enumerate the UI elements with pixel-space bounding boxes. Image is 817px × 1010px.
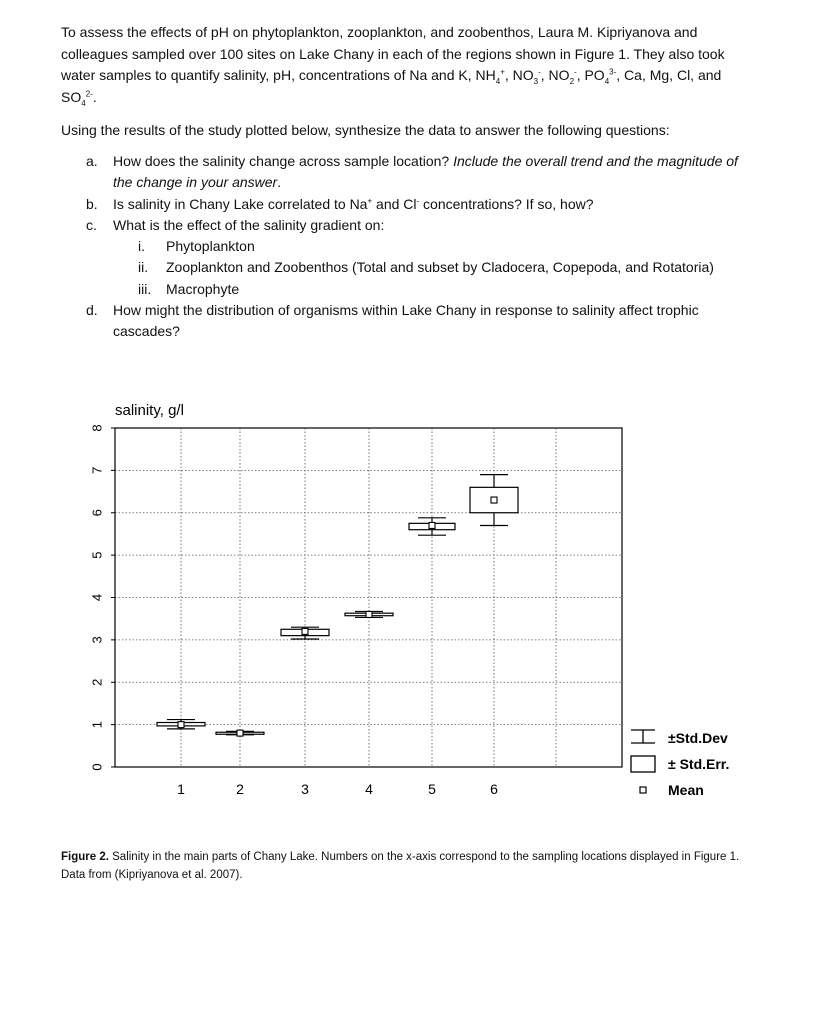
y-axis-label: salinity, g/l	[115, 402, 184, 419]
salinity-chart	[0, 385, 817, 815]
question-c-ii	[86, 257, 751, 278]
x-tick-5: 5	[428, 781, 436, 797]
question-c-iii	[86, 279, 751, 300]
nh4-subscript: 4	[495, 76, 501, 86]
caption-label: Figure 2.	[61, 851, 109, 863]
mean-marker-1	[178, 722, 184, 728]
legend-sd-label: ±Std.Dev	[668, 730, 728, 746]
question-d	[86, 300, 751, 343]
mean-marker-3	[302, 628, 308, 634]
question-c-iii-label: iii.	[138, 280, 152, 297]
question-b-label: b.	[86, 195, 98, 212]
question-c-i-label: i.	[138, 238, 145, 255]
box-2	[216, 730, 264, 736]
no2-superscript: -	[574, 67, 577, 77]
chart-grid	[115, 428, 622, 767]
legend-mean-marker	[640, 787, 646, 793]
mean-marker-2	[237, 730, 243, 736]
legend-mean-label: Mean	[668, 782, 704, 798]
no2-subscript: 2	[569, 76, 575, 86]
so4-superscript: 2-	[85, 88, 93, 98]
question-c-i	[86, 236, 751, 257]
no3-text: , NO	[504, 67, 534, 83]
y-tick-0: 0	[89, 763, 105, 771]
mean-marker-4	[366, 611, 372, 617]
intro-end: .	[92, 88, 97, 105]
y-tick-5: 5	[89, 551, 105, 559]
no3-subscript: 3	[533, 76, 539, 86]
box-series	[157, 475, 518, 736]
y-tick-6: 6	[89, 509, 105, 517]
y-tick-3: 3	[89, 636, 105, 644]
nh4-superscript: +	[500, 67, 505, 77]
x-tick-labels	[177, 781, 498, 797]
y-tick-labels	[89, 424, 115, 770]
legend-se-label: ± Std.Err.	[668, 756, 730, 772]
x-tick-6: 6	[490, 781, 498, 797]
question-b-sup-1: +	[367, 195, 373, 205]
question-a-italic: Include the overall trend and the magnitude of the change in your answer	[113, 153, 738, 191]
question-b-text-2: and Cl	[372, 195, 417, 212]
no2-text: , NO	[540, 67, 570, 83]
question-c-label: c.	[86, 216, 97, 233]
box-3	[281, 627, 329, 639]
intro-paragraph	[61, 22, 751, 108]
x-tick-4: 4	[365, 781, 373, 797]
question-c-text: What is the effect of the salinity gradient on:	[113, 216, 385, 233]
question-b-text-1: Is salinity in Chany Lake correlated to Na	[113, 195, 368, 212]
question-d-label: d.	[86, 302, 98, 319]
x-tick-2: 2	[236, 781, 244, 797]
question-list	[86, 151, 751, 343]
y-tick-7: 7	[89, 466, 105, 474]
y-tick-2: 2	[89, 678, 105, 686]
po4-superscript: 3-	[609, 67, 617, 77]
question-c-ii-text: Zooplankton and Zoobenthos (Total and subset by Cladocera, Copepoda, and Rotatoria)	[166, 259, 714, 276]
chart-legend	[631, 730, 729, 798]
question-c	[86, 215, 751, 236]
x-tick-1: 1	[177, 781, 185, 797]
question-b-text-3: concentrations? If so, how?	[419, 195, 594, 212]
box-6	[470, 475, 518, 526]
y-tick-4: 4	[89, 593, 105, 602]
question-d-text: How might the distribution of organisms within Lake Chany in response to salinity affect trophic cascades?	[113, 302, 699, 340]
intro-rest-text: , Ca, Mg, Cl, and SO	[61, 67, 722, 105]
question-c-i-text: Phytoplankton	[166, 238, 255, 255]
po4-subscript: 4	[604, 76, 610, 86]
box-4	[345, 611, 393, 617]
question-a-label: a.	[86, 153, 98, 169]
mean-marker-6	[491, 497, 497, 503]
po4-text: , PO	[576, 67, 605, 83]
intro-text: To assess the effects of pH on phytoplankton, zooplankton, and zoobenthos, Laura M. Kipriyanova and colleagues sampled over 100 sites on Lake Chany in each of the regions shown in Figure 1. They also took water samples to quantify salinity, pH, concentrations of Na and K,	[61, 24, 725, 83]
legend-se-box	[631, 756, 655, 772]
question-b	[86, 194, 751, 215]
caption-text: Salinity in the main parts of Chany Lake. Numbers on the x-axis correspond to the sampling locations displayed in Figure 1. Data from (Kipriyanova et al. 2007).	[61, 851, 740, 881]
box-1	[157, 720, 205, 729]
x-tick-3: 3	[301, 781, 309, 797]
instructions-paragraph: Using the results of the study plotted below, synthesize the data to answer the following questions:	[61, 122, 670, 138]
box-5	[409, 518, 455, 535]
y-tick-8: 8	[89, 424, 105, 432]
question-a-text: How does the salinity change across sample location?	[113, 153, 454, 169]
question-c-iii-text: Macrophyte	[166, 280, 240, 297]
so4-subscript: 4	[81, 98, 86, 108]
nh4-text: NH	[475, 67, 496, 83]
question-b-sup-2: -	[416, 195, 420, 205]
question-a-end: .	[277, 174, 282, 191]
figure-caption	[61, 848, 761, 884]
question-c-ii-label: ii.	[138, 259, 149, 276]
no3-superscript: -	[538, 67, 541, 77]
question-a	[86, 151, 751, 194]
y-tick-1: 1	[89, 721, 105, 729]
mean-marker-5	[429, 522, 435, 528]
